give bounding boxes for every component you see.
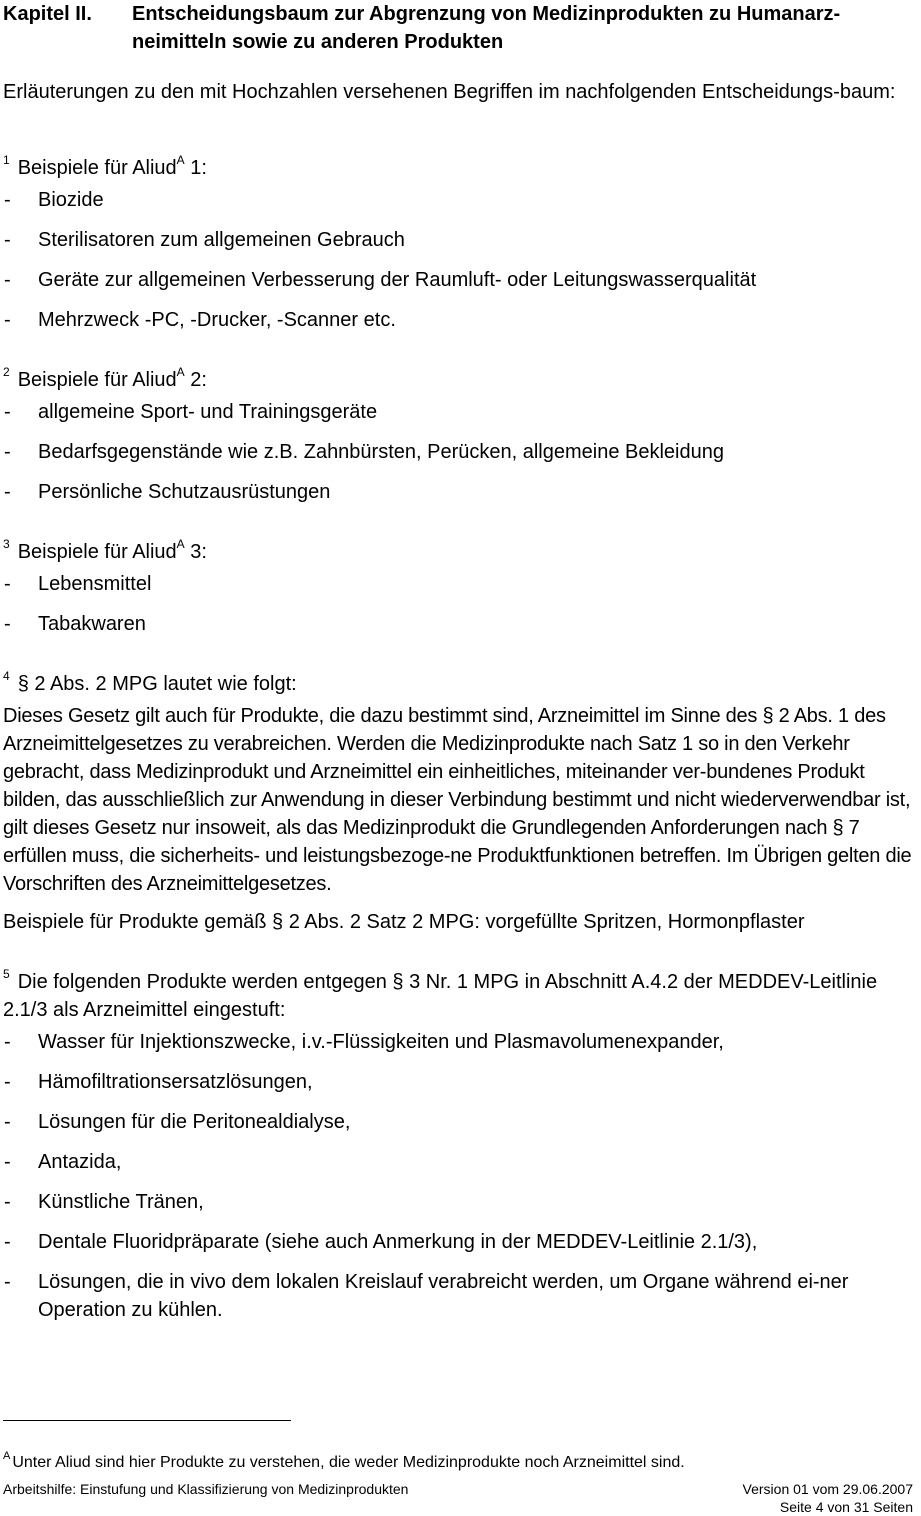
note-1-suffix: 1: xyxy=(184,157,207,179)
dash-bullet: - xyxy=(4,401,11,423)
note-4-label: § 2 Abs. 2 MPG lautet wie folgt: xyxy=(17,673,297,695)
list-item-text: Künstliche Tränen, xyxy=(38,1191,204,1213)
note-4-body: Dieses Gesetz gilt auch für Produkte, die dazu bestimmt sind, Arzneimittel im Sinne des § 2 Abs. 1 des Arzneimittelgesetzes zu verabreichen. Werden die Medizinprodukte nach Satz 1 so in den Verkehr gebracht, dass Medizinprodukt und Arzneimittel ein einheitliches, miteinander ver-bundenes Produkt bilden, das ausschließlich zur Anwendung in dieser Verbindung bestimmt und nicht wiederverwendbar ist, gilt dieses Gesetz nur insoweit, als das Medizinprodukt die Grundlegenden Anforderungen nach § 7 erfüllen muss, die sicherheits- und leistungsbezoge-ne Produktfunktionen betreffen. Im Übrigen gelten die Vorschriften des Arzneimittelgesetzes. xyxy=(3,705,912,895)
dash-bullet: - xyxy=(4,1271,11,1293)
dash-bullet: - xyxy=(4,1191,11,1213)
footer-version: Version 01 vom 29.06.2007 xyxy=(742,1481,913,1497)
note-4-heading xyxy=(3,662,297,698)
footer-page-number: Seite 4 von 31 Seiten xyxy=(779,1499,913,1515)
list-item-text: Persönliche Schutzausrüstungen xyxy=(38,481,331,503)
note-2-suffix: 2: xyxy=(184,369,207,391)
dash-bullet: - xyxy=(4,573,11,595)
dash-bullet: - xyxy=(4,481,11,503)
note-3-suffix: 3: xyxy=(184,541,207,563)
footnote-mark: A xyxy=(3,1450,11,1462)
chapter-label: Kapitel II. xyxy=(3,3,92,25)
note-5-number: 5 xyxy=(3,967,10,981)
note-4-examples: Beispiele für Produkte gemäß § 2 Abs. 2 Satz 2 MPG: vorgefüllte Spritzen, Hormonpflaster xyxy=(3,911,805,933)
note-5-text: Die folgenden Produkte werden entgegen § 3 Nr. 1 MPG in Abschnitt A.4.2 der MEDDEV-Leitlinie 2.1/3 als Arzneimittel eingestuft: xyxy=(3,971,878,1021)
dash-bullet: - xyxy=(4,229,11,251)
dash-bullet: - xyxy=(4,309,11,331)
dash-bullet: - xyxy=(4,1151,11,1173)
note-5-heading xyxy=(3,960,919,1024)
list-item-text: Biozide xyxy=(38,189,104,211)
note-2-number: 2 xyxy=(3,365,10,379)
list-item-text: Geräte zur allgemeinen Verbesserung der Raumluft- oder Leitungswasserqualität xyxy=(38,269,757,291)
dash-bullet: - xyxy=(4,269,11,291)
list-item-text: Hämofiltrationsersatzlösungen, xyxy=(38,1071,313,1093)
note-3-label: Beispiele für Aliud xyxy=(17,541,177,563)
dash-bullet: - xyxy=(4,1111,11,1133)
dash-bullet: - xyxy=(4,1231,11,1253)
list-item-text: Mehrzweck -PC, -Drucker, -Scanner etc. xyxy=(38,309,396,331)
footnote-divider xyxy=(3,1420,291,1421)
list-item-text: Tabakwaren xyxy=(38,613,146,635)
note-1-label: Beispiele für Aliud xyxy=(17,157,177,179)
dash-bullet: - xyxy=(4,189,11,211)
dash-bullet: - xyxy=(4,1031,11,1053)
note-3-number: 3 xyxy=(3,537,10,551)
aliud-superscript: A xyxy=(176,365,185,379)
aliud-superscript: A xyxy=(176,537,185,551)
note-2-label: Beispiele für Aliud xyxy=(17,369,177,391)
footer-meta xyxy=(743,1480,913,1516)
footer-document-title: Arbeitshilfe: Einstufung und Klassifizierung von Medizinprodukten xyxy=(3,1481,409,1497)
note-3-heading xyxy=(3,530,207,566)
chapter-title: Entscheidungsbaum zur Abgrenzung von Medizinprodukten zu Humanarz-neimitteln sowie zu anderen Produkten xyxy=(132,3,841,53)
dash-bullet: - xyxy=(4,1071,11,1093)
dash-bullet: - xyxy=(4,441,11,463)
footnote xyxy=(3,1445,685,1474)
list-item-text: Dentale Fluoridpräparate (siehe auch Anmerkung in der MEDDEV-Leitlinie 2.1/3), xyxy=(38,1231,758,1253)
note-2-heading xyxy=(3,358,207,394)
dash-bullet: - xyxy=(4,613,11,635)
list-item-text: Lösungen, die in vivo dem lokalen Kreislauf verabreicht werden, um Organe während ei-ner Operation zu kühlen. xyxy=(38,1271,849,1321)
footnote-text: Unter Aliud sind hier Produkte zu verstehen, die weder Medizinprodukte noch Arzneimittel sind. xyxy=(12,1454,685,1471)
note-4-number: 4 xyxy=(3,669,10,683)
list-item-text: Bedarfsgegenstände wie z.B. Zahnbürsten, Perücken, allgemeine Bekleidung xyxy=(38,441,724,463)
list-item-text: Antazida, xyxy=(38,1151,122,1173)
aliud-superscript: A xyxy=(176,153,185,167)
list-item-text: Lösungen für die Peritonealdialyse, xyxy=(38,1111,351,1133)
intro-paragraph: Erläuterungen zu den mit Hochzahlen versehenen Begriffen im nachfolgenden Entscheidungs-baum: xyxy=(3,81,896,103)
list-item-text: Lebensmittel xyxy=(38,573,152,595)
list-item-text: Sterilisatoren zum allgemeinen Gebrauch xyxy=(38,229,405,251)
list-item-text: Wasser für Injektionszwecke, i.v.-Flüssigkeiten und Plasmavolumenexpander, xyxy=(38,1031,724,1053)
note-1-number: 1 xyxy=(3,153,10,167)
note-1-heading xyxy=(3,146,207,182)
list-item-text: allgemeine Sport- und Trainingsgeräte xyxy=(38,401,378,423)
